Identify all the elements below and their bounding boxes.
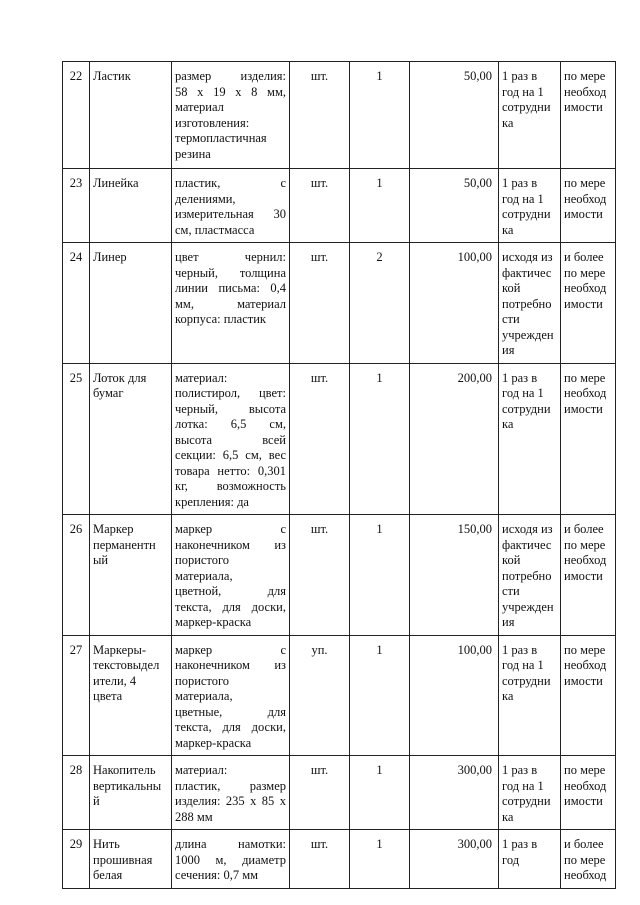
item-name [90,515,172,636]
table-row [63,515,616,636]
note-line: по мере [564,69,606,83]
item-name-line: прошивная [93,852,153,867]
description-line: резина [175,146,211,161]
item-description [172,830,290,889]
unit-of-measure: шт. [290,515,350,636]
table-row [63,756,616,830]
unit-of-measure: уп. [290,635,350,756]
frequency-line: 1 раз в [502,370,538,385]
description-line: измерительная 30 [175,207,286,221]
description-line: корпуса: пластик [175,312,266,326]
description-line: материал: [175,763,228,777]
item-description [172,62,290,169]
description-line: материал [175,100,224,114]
description-line: 288 мм [175,809,213,824]
frequency-line: 1 раз в [502,69,538,83]
row-number: 22 [63,62,90,169]
description-line: маркер-краска [175,615,252,629]
row-number: 24 [63,243,90,364]
description-line: кг, возможность [175,479,286,493]
row-number: 23 [63,169,90,243]
item-description [172,363,290,515]
frequency-line: учрежден [502,327,554,342]
unit-of-measure: шт. [290,169,350,243]
note-line: необход [564,553,607,567]
description-line: черный, высота [175,401,286,416]
item-name-line: Нить [93,837,120,851]
note [561,169,616,243]
frequency [499,169,561,243]
frequency-line: ка [502,689,514,703]
note [561,515,616,636]
item-description [172,243,290,364]
price: 100,00 [410,635,499,756]
quantity: 1 [350,515,410,636]
note-line: имости [564,568,603,583]
description-line: пластик, размер [175,778,286,793]
note-line: имости [564,207,603,221]
note-line: по мере [564,537,606,552]
item-name-line: Маркер [93,522,134,536]
item-description [172,756,290,830]
note-line: имости [564,673,603,688]
unit-of-measure: шт. [290,62,350,169]
frequency-line: кой [502,553,521,567]
price: 150,00 [410,515,499,636]
note [561,756,616,830]
row-number: 27 [63,635,90,756]
frequency-line: ка [502,115,514,130]
item-name-line: й [93,794,100,808]
description-line: длина намотки: [175,837,286,851]
frequency-line: потребно [502,296,552,311]
description-line: черный, толщина [175,265,286,280]
frequency-line: ия [502,615,515,629]
note [561,62,616,169]
frequency-line: потребно [502,568,552,583]
note-line: и более [564,522,604,536]
description-line: пористого [175,553,230,567]
row-number: 28 [63,756,90,830]
item-name-line: вертикальны [93,778,162,793]
table-body [63,62,616,889]
frequency-line: сотрудни [502,207,551,221]
note-line: по мере [564,370,606,385]
note-line: необход [564,191,607,206]
frequency-line: фактичес [502,537,552,552]
quantity: 1 [350,169,410,243]
item-name [90,62,172,169]
item-description [172,635,290,756]
description-line: маркер с [175,522,286,536]
frequency-line: год на 1 [502,191,544,206]
unit-of-measure: шт. [290,363,350,515]
item-name [90,243,172,364]
description-line: изделия: 235 х 85 х [175,794,286,808]
note-line: и более [564,250,604,264]
frequency-line: сти [502,312,520,326]
item-name-line: ый [93,553,109,567]
description-line: маркер-краска [175,735,252,750]
quantity: 1 [350,756,410,830]
table-row [63,363,616,515]
note [561,830,616,889]
description-line: высота всей [175,432,286,447]
description-line: изготовления: [175,115,250,130]
table-row [63,169,616,243]
description-line: материала, [175,689,233,703]
frequency-line: ия [502,343,515,357]
frequency [499,363,561,515]
unit-of-measure: шт. [290,830,350,889]
unit-of-measure: шт. [290,756,350,830]
price: 200,00 [410,363,499,515]
item-name [90,363,172,515]
description-line: цветной, для [175,584,286,598]
item-name [90,756,172,830]
item-name-line: Линейка [93,176,139,190]
frequency-line: сти [502,584,520,598]
frequency-line: учрежден [502,599,554,614]
description-line: 58 х 19 х 8 мм, [175,84,286,99]
description-line: размер изделия: [175,69,286,83]
table-row [63,830,616,889]
item-name-line: Линер [93,250,127,264]
note [561,243,616,364]
frequency-line: ка [502,222,514,237]
note-line: по мере [564,852,606,867]
quantity: 1 [350,635,410,756]
frequency-line: 1 раз в [502,837,538,851]
frequency-line: сотрудни [502,100,551,114]
unit-of-measure: шт. [290,243,350,364]
frequency-line: год на 1 [502,386,544,400]
frequency [499,62,561,169]
price: 50,00 [410,169,499,243]
description-line: см, пластмасса [175,222,255,237]
description-line: пористого [175,673,230,688]
frequency [499,243,561,364]
note-line: необход [564,778,607,793]
note-line: по мере [564,265,606,280]
frequency-line: сотрудни [502,401,551,416]
note [561,363,616,515]
note-line: необход [564,386,607,400]
note [561,635,616,756]
frequency [499,756,561,830]
frequency-line: 1 раз в [502,642,538,657]
item-name-line: ители, 4 [93,673,137,688]
table-row [63,243,616,364]
description-line: маркер с [175,642,286,657]
description-line: цветные, для [175,704,286,719]
description-line: цвет чернил: [175,250,286,264]
price: 50,00 [410,62,499,169]
note-line: по мере [564,763,606,777]
frequency-line: 1 раз в [502,763,538,777]
note-line: необход [564,658,607,672]
frequency-line: исходя из [502,250,553,264]
quantity: 2 [350,243,410,364]
frequency-line: сотрудни [502,673,551,688]
price: 300,00 [410,756,499,830]
table-row [63,62,616,169]
note-line: необход [564,868,607,882]
description-line: термопластичная [175,131,267,145]
item-name-line: Маркеры- [93,642,147,657]
description-line: наконечником из [175,537,286,552]
row-number: 29 [63,830,90,889]
description-line: наконечником из [175,658,286,672]
frequency-line: исходя из [502,522,553,536]
frequency-line: 1 раз в [502,176,538,190]
item-description [172,515,290,636]
quantity: 1 [350,363,410,515]
note-line: имости [564,401,603,416]
item-description [172,169,290,243]
note-line: необход [564,281,607,295]
row-number: 26 [63,515,90,636]
row-number: 25 [63,363,90,515]
price: 300,00 [410,830,499,889]
item-name-line: цвета [93,689,123,703]
description-line: товара нетто: 0,301 [175,463,286,478]
item-name-line: белая [93,868,123,882]
description-line: линии письма: 0,4 [175,281,286,295]
price: 100,00 [410,243,499,364]
description-line: материала, [175,568,233,583]
item-name-line: бумаг [93,386,124,400]
item-name-line: перманентн [93,537,156,552]
note-line: по мере [564,176,606,190]
note-line: имости [564,794,603,808]
note-line: имости [564,296,603,311]
note-line: необход [564,84,607,99]
frequency-line: ка [502,417,514,431]
note-line: имости [564,100,603,114]
frequency [499,515,561,636]
table-row [63,635,616,756]
description-line: 1000 м, диаметр [175,852,286,867]
description-line: полистирол, цвет: [175,386,286,400]
item-name [90,635,172,756]
quantity: 1 [350,830,410,889]
frequency-line: сотрудни [502,794,551,808]
item-name-line: текстовыдел [93,658,160,672]
description-line: крепления: да [175,494,249,509]
frequency-line: год на 1 [502,84,544,99]
note-line: и более [564,837,604,851]
description-line: секции: 6,5 см, вес [175,448,286,462]
item-name [90,830,172,889]
frequency [499,635,561,756]
description-line: текста, для доски, [175,720,286,734]
description-line: пластик, с [175,176,286,190]
item-name [90,169,172,243]
frequency-line: фактичес [502,265,552,280]
quantity: 1 [350,62,410,169]
item-name-line: Ластик [93,69,131,83]
item-name-line: Лоток для [93,370,147,385]
description-line: делениями, [175,191,236,206]
frequency-line: кой [502,281,521,295]
note-line: по мере [564,642,606,657]
frequency [499,830,561,889]
frequency-line: год на 1 [502,658,544,672]
goods-table [62,61,616,889]
frequency-line: год на 1 [502,778,544,793]
description-line: текста, для доски, [175,599,286,614]
item-name-line: Накопитель [93,763,156,777]
description-line: мм, материал [175,296,286,311]
description-line: материал: [175,370,228,385]
description-line: сечения: 0,7 мм [175,868,259,882]
frequency-line: ка [502,809,514,824]
frequency-line: год [502,852,520,867]
description-line: лотка: 6,5 см, [175,417,286,431]
